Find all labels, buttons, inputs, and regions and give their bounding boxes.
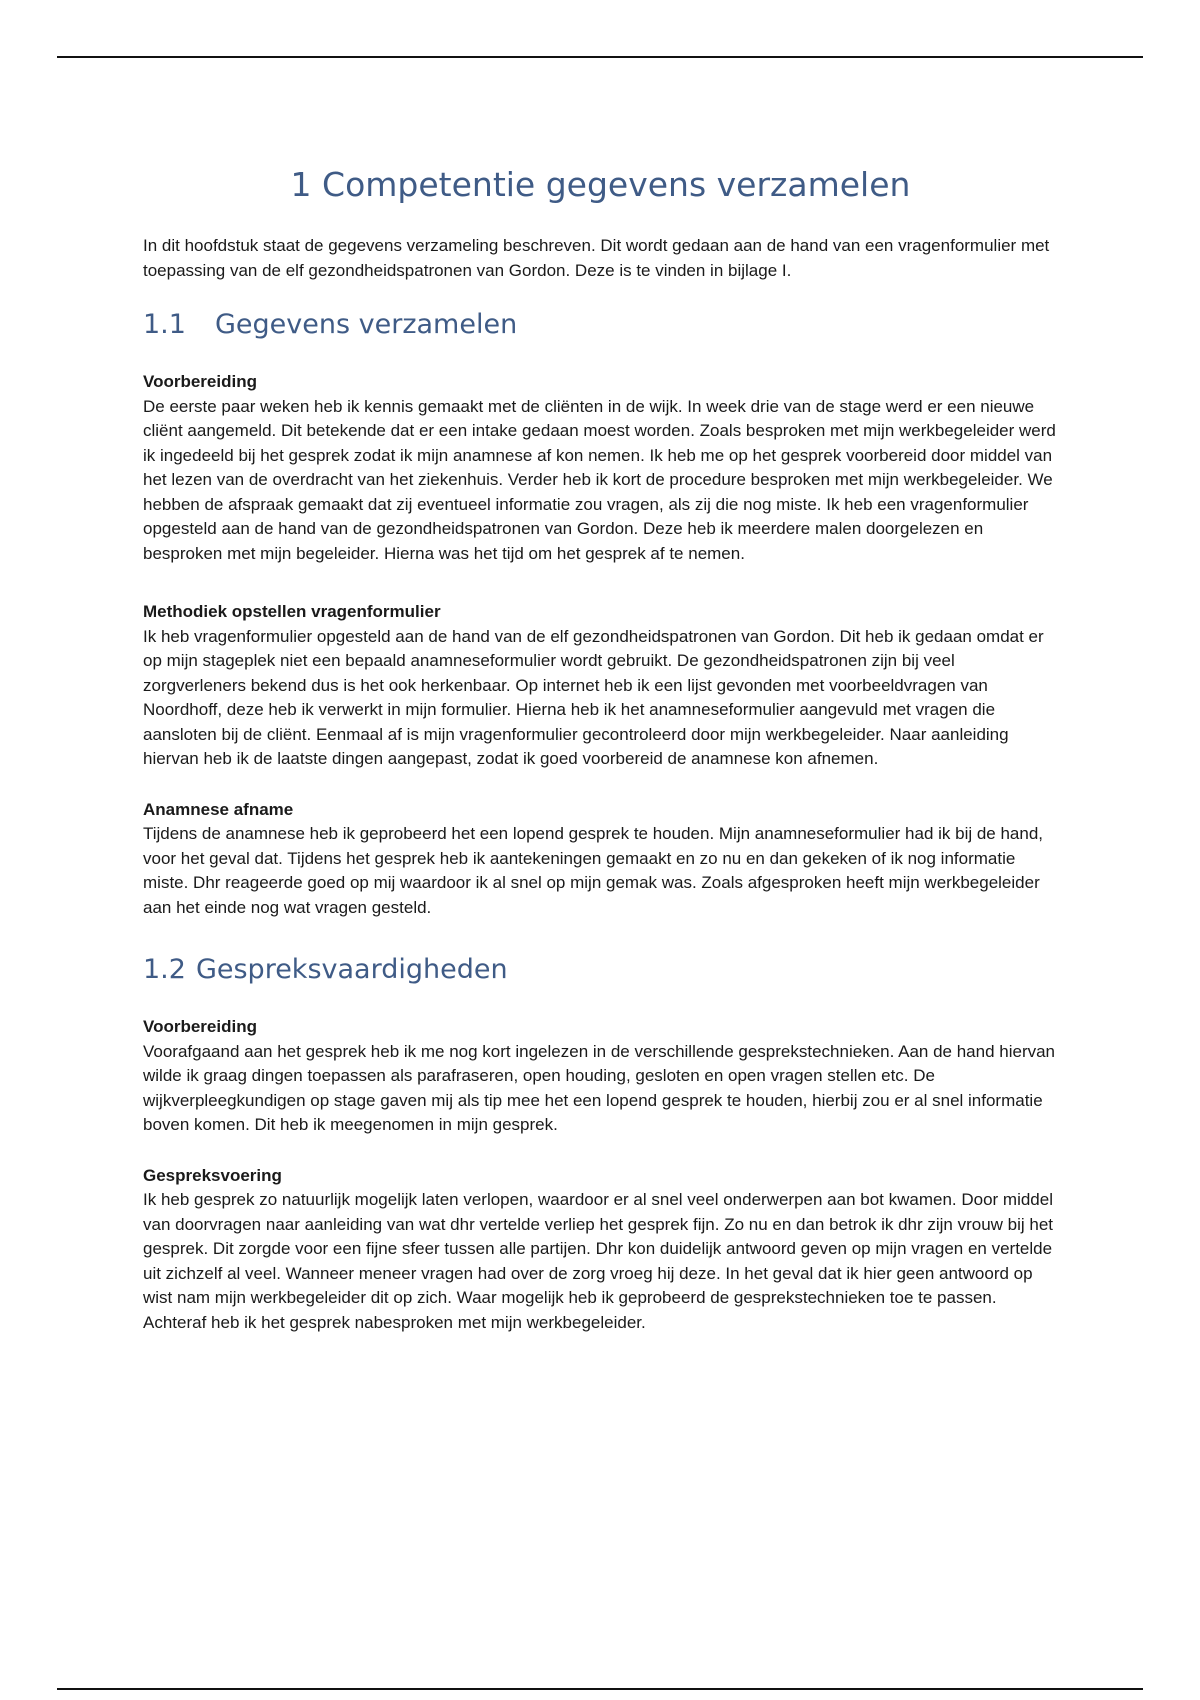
subsection-heading: Gespreksvoering: [143, 1165, 282, 1185]
document-body: [143, 160, 1058, 1335]
section-heading-1-2: [143, 950, 1058, 990]
subsection-text: Ik heb gesprek zo natuurlijk mogelijk laten verlopen, waardoor er al snel veel onderwerpen aan bot kwamen. Door middel van doorvragen naar aanleiding van wat dhr vertelde verliep het gesprek fijn. Zo nu en dan betrok ik dhr zijn vrouw bij het gesprek. Dit zorgde voor een fijne sfeer tussen alle partijen. Dhr kon duidelijk antwoord geven op mijn vragen en vertelde uit zichzelf al veel. Wanneer meneer vragen had over de zorg vroeg hij deze. In het geval dat ik hier geen antwoord op wist nam mijn werkbegeleider dit op zich. Waar mogelijk heb ik geprobeerd de gesprekstechnieken toe te passen. Achteraf heb ik het gesprek nabesproken met mijn werkbegeleider.: [143, 1190, 1054, 1332]
subsection-text: Ik heb vragenformulier opgesteld aan de hand van de elf gezondheidspatronen van Gordon. Dit heb ik gedaan omdat er op mijn stageplek niet een bepaald anamneseformulier wordt gebruikt. De gezondheidspatronen zijn bij veel zorgverleners bekend dus is het ook herkenbaar. Op internet heb ik een lijst gevonden met voorbeeldvragen van Noordhoff, deze heb ik verwerkt in mijn formulier. Hierna heb ik het anamneseformulier aangevuld met vragen die aansloten bij de cliënt. Eenmaal af is mijn vragenformulier gecontroleerd door mijn werkbegeleider. Naar aanleiding hiervan heb ik de laatste dingen aangepast, zodat ik goed voorbereid de anamnese kon afnemen.: [143, 626, 1044, 768]
subsection-text: De eerste paar weken heb ik kennis gemaakt met de cliënten in de wijk. In week drie van de stage werd er een nieuwe cliënt aangemeld. Dit betekende dat er een intake gedaan moest worden. Zoals besproken met mijn werkbegeleider werd ik ingedeeld bij het gesprek zodat ik mijn anamnese af kon nemen. Ik heb me op het gesprek voorbereid door middel van het lezen van de overdracht van het ziekenhuis. Verder heb ik kort de procedure besproken met mijn werkbegeleider. We hebben de afspraak gemaakt dat zij eventueel informatie zou vragen, als zij die nog miste. Ik heb een vragenformulier opgesteld aan de hand van de gezondheidspatronen van Gordon. Deze heb ik meerdere malen doorgelezen en besproken met mijn begeleider. Hierna was het tijd om het gesprek af te nemen.: [143, 396, 1056, 563]
subsection-text: Voorafgaand aan het gesprek heb ik me nog kort ingelezen in de verschillende gesprekstechnieken. Aan de hand hiervan wilde ik graag dingen toepassen als parafraseren, open houding, gesloten en open vragen stellen etc. De wijkverpleegkundigen op stage gaven mij als tip mee het een lopend gesprek te houden, hierbij zou er al snel informatie boven komen. Dit heb ik meegenomen in mijn gesprek.: [143, 1041, 1056, 1134]
header-rule: [57, 56, 1143, 58]
subsection-voorbereiding-gesprek: [143, 1015, 1058, 1138]
subsection-heading: Anamnese afname: [143, 799, 294, 819]
subsection-anamnese-afname: [143, 798, 1058, 921]
section-number: 1.1: [143, 309, 186, 340]
subsection-voorbereiding: [143, 370, 1058, 566]
section-title: Gegevens verzamelen: [215, 309, 518, 340]
section-number: 1.2: [143, 954, 186, 985]
subsection-methodiek: [143, 600, 1058, 772]
section-heading-1-1: [143, 305, 1058, 345]
subsection-heading: Voorbereiding: [143, 372, 257, 391]
subsection-heading: Voorbereiding: [143, 1017, 257, 1036]
subsection-text: Tijdens de anamnese heb ik geprobeerd het een lopend gesprek te houden. Mijn anamneseformulier had ik bij de hand, voor het geval dat. Tijdens het gesprek heb ik aantekeningen gemaakt en zo nu en dan gekeken of ik nog informatie miste. Dhr reageerde goed op mij waardoor ik al snel op mijn gemak was. Zoals afgesproken heeft mijn werkbegeleider aan het einde nog wat vragen gesteld.: [143, 824, 1044, 917]
subsection-gespreksvoering: [143, 1164, 1058, 1336]
section-title: Gespreksvaardigheden: [195, 954, 508, 985]
footer-rule: [57, 1688, 1143, 1690]
chapter-title: 1 Competentie gegevens verzamelen: [290, 165, 911, 204]
chapter-intro: In dit hoofdstuk staat de gegevens verzameling beschreven. Dit wordt gedaan aan de hand van een vragenformulier met toepassing van de elf gezondheidspatronen van Gordon. Deze is te vinden in bijlage I.: [143, 236, 1050, 280]
subsection-heading: Methodiek opstellen vragenformulier: [143, 602, 441, 621]
